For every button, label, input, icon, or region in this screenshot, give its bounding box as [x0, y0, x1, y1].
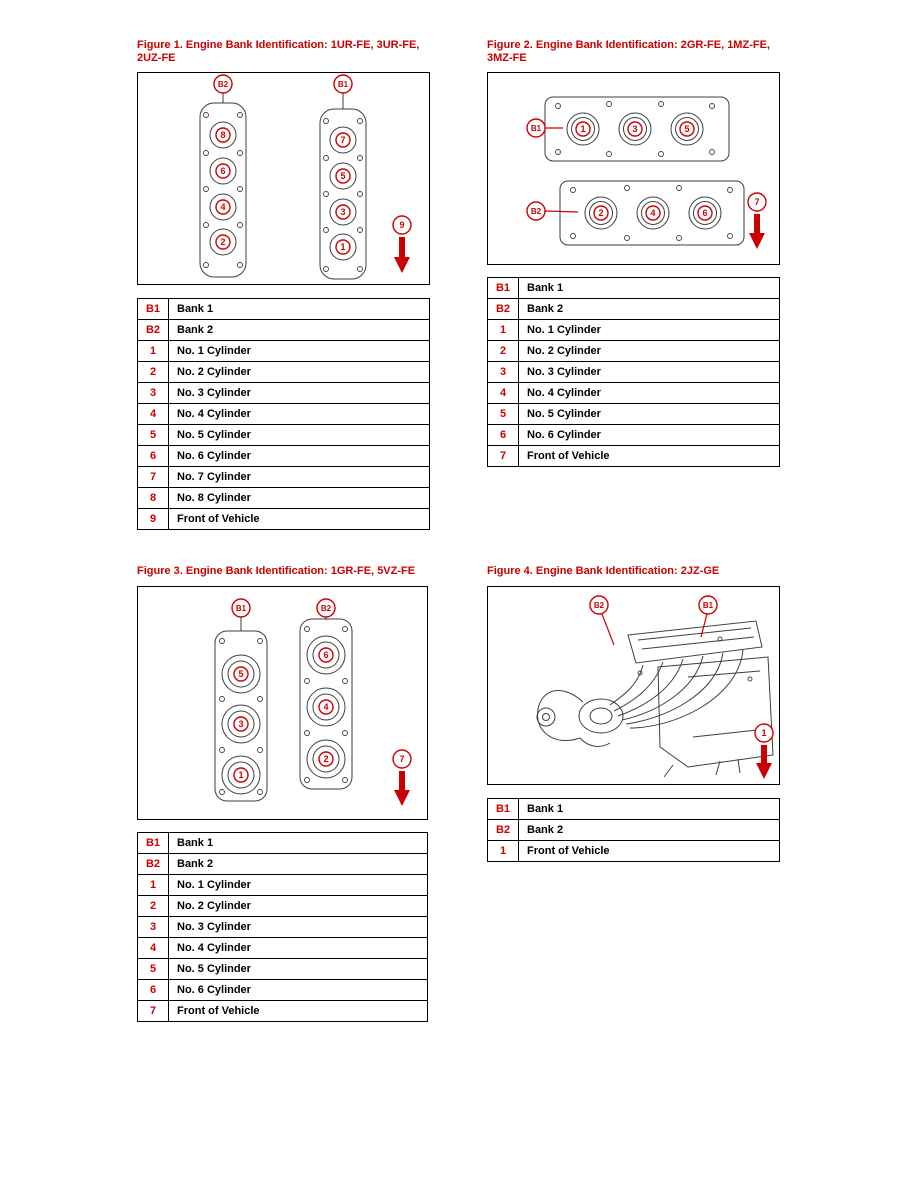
legend-row [487, 319, 780, 341]
legend-row [137, 508, 430, 530]
cylinder-4-marker [646, 206, 660, 220]
cylinder-2-marker [594, 206, 608, 220]
legend-key: 9 [138, 509, 169, 529]
legend-value: No. 2 Cylinder [527, 345, 601, 357]
legend-key: B1 [488, 278, 519, 298]
svg-text:5: 5 [684, 124, 690, 135]
legend-row [137, 874, 428, 896]
legend-row [137, 319, 430, 341]
front-of-vehicle-arrow [393, 216, 411, 273]
svg-text:1: 1 [761, 728, 767, 739]
legend-value: Bank 2 [177, 324, 214, 336]
legend-value: No. 2 Cylinder [177, 366, 251, 378]
svg-text:B1: B1 [235, 604, 247, 613]
legend-key: 1 [138, 341, 169, 361]
bank-label-b2 [527, 202, 578, 220]
svg-text:4: 4 [220, 202, 226, 213]
legend-value: Bank 2 [177, 858, 214, 870]
legend-row [487, 840, 780, 862]
legend-key: 2 [488, 341, 519, 361]
bank-label-b1 [232, 599, 250, 631]
legend-value: No. 3 Cylinder [177, 387, 251, 399]
legend-row [487, 298, 780, 320]
legend-row [487, 403, 780, 425]
bank-label-b2 [214, 75, 232, 103]
legend-row [487, 445, 780, 467]
legend-key: 1 [138, 875, 169, 895]
legend-key: 7 [138, 467, 169, 487]
svg-text:3: 3 [632, 124, 638, 135]
legend-value: No. 2 Cylinder [177, 900, 251, 912]
legend-key: 6 [138, 446, 169, 466]
cylinder-1-marker [234, 768, 248, 782]
svg-text:4: 4 [323, 702, 329, 713]
legend-value: No. 6 Cylinder [527, 429, 601, 441]
legend-row [137, 916, 428, 938]
figure-1-caption: Figure 1. Engine Bank Identification: 1UR-FE, 3UR-FE, 2UZ-FE [137, 39, 420, 64]
cylinder-4-marker [319, 700, 333, 714]
legend-key: 4 [488, 383, 519, 403]
legend-value: Front of Vehicle [177, 1005, 260, 1017]
cylinder-5-marker [680, 122, 694, 136]
figure-1-diagram [137, 72, 430, 285]
legend-value: No. 4 Cylinder [177, 942, 251, 954]
legend-value: No. 6 Cylinder [177, 984, 251, 996]
bank-label-b1 [699, 596, 717, 637]
legend-key: 2 [138, 362, 169, 382]
svg-text:B2: B2 [217, 80, 229, 89]
cylinder-6-marker [319, 648, 333, 662]
legend-key: 6 [488, 425, 519, 445]
svg-text:1: 1 [580, 124, 586, 135]
legend-key: B2 [488, 299, 519, 319]
figure-4-legend-table [487, 798, 780, 862]
svg-text:7: 7 [399, 754, 405, 765]
legend-row [137, 382, 430, 404]
figure-2-diagram [487, 72, 780, 265]
legend-row [137, 832, 428, 854]
legend-value: No. 1 Cylinder [177, 345, 251, 357]
legend-key: B1 [488, 799, 519, 819]
figure-1-legend-table [137, 298, 430, 530]
legend-value: Front of Vehicle [527, 450, 610, 462]
legend-key: 3 [138, 383, 169, 403]
legend-row [137, 979, 428, 1001]
legend-row [137, 403, 430, 425]
figure-2-legend-table [487, 277, 780, 467]
legend-key: 1 [488, 320, 519, 340]
cylinder-2-marker [319, 752, 333, 766]
legend-key: 3 [488, 362, 519, 382]
svg-text:B2: B2 [530, 207, 542, 216]
legend-row [137, 958, 428, 980]
svg-text:8: 8 [220, 130, 226, 141]
legend-value: Bank 1 [177, 837, 214, 849]
svg-text:1: 1 [340, 242, 346, 253]
bank-label-b2 [590, 596, 614, 645]
svg-text:B2: B2 [320, 604, 332, 613]
legend-row [137, 424, 430, 446]
figure-3-diagram [137, 586, 428, 820]
cylinder-1-marker [576, 122, 590, 136]
legend-value: No. 4 Cylinder [177, 408, 251, 420]
legend-row [137, 361, 430, 383]
v6-head-gasket-diagram [488, 73, 779, 264]
svg-text:7: 7 [754, 197, 760, 208]
svg-text:6: 6 [323, 650, 329, 661]
legend-value: No. 3 Cylinder [527, 366, 601, 378]
inline6-engine-illustration [488, 587, 779, 784]
legend-row [137, 1000, 428, 1022]
legend-value: Bank 1 [527, 803, 564, 815]
cylinder-3-marker [234, 717, 248, 731]
legend-value: No. 5 Cylinder [527, 408, 601, 420]
svg-text:1: 1 [238, 770, 244, 781]
front-of-vehicle-arrow [755, 724, 773, 779]
cylinder-8-marker [216, 128, 230, 142]
legend-key: 7 [488, 446, 519, 466]
figure-3-legend-table [137, 832, 428, 1022]
svg-text:4: 4 [650, 208, 656, 219]
legend-row [137, 937, 428, 959]
legend-row [487, 819, 780, 841]
legend-key: B2 [138, 320, 169, 340]
figure-4-diagram [487, 586, 780, 785]
engine-illustration [537, 621, 773, 777]
legend-row [137, 466, 430, 488]
legend-value: No. 3 Cylinder [177, 921, 251, 933]
legend-row [487, 361, 780, 383]
legend-key: B2 [488, 820, 519, 840]
legend-key: 4 [138, 938, 169, 958]
legend-row [137, 487, 430, 509]
cylinder-3-marker [336, 205, 350, 219]
legend-value: No. 6 Cylinder [177, 450, 251, 462]
legend-value: No. 4 Cylinder [527, 387, 601, 399]
bank-label-b2 [317, 599, 335, 620]
legend-row [137, 895, 428, 917]
svg-text:9: 9 [399, 220, 405, 231]
figure-4-caption: Figure 4. Engine Bank Identification: 2JZ-GE [487, 565, 720, 577]
legend-key: B1 [138, 833, 169, 853]
cylinder-2-marker [216, 235, 230, 249]
legend-key: 8 [138, 488, 169, 508]
legend-value: Bank 1 [177, 303, 214, 315]
legend-key: 1 [488, 841, 519, 861]
legend-row [487, 340, 780, 362]
svg-text:7: 7 [340, 135, 346, 146]
legend-row [137, 340, 430, 362]
legend-value: No. 8 Cylinder [177, 492, 251, 504]
legend-key: 5 [488, 404, 519, 424]
legend-key: 3 [138, 917, 169, 937]
front-of-vehicle-arrow [393, 750, 411, 806]
legend-key: 2 [138, 896, 169, 916]
cylinder-7-marker [336, 133, 350, 147]
legend-row [487, 382, 780, 404]
figure-2-caption: Figure 2. Engine Bank Identification: 2GR-FE, 1MZ-FE, 3MZ-FE [487, 39, 770, 64]
legend-row [137, 853, 428, 875]
svg-text:B1: B1 [702, 601, 714, 610]
svg-text:6: 6 [220, 166, 226, 177]
legend-value: Bank 1 [527, 282, 564, 294]
svg-text:B2: B2 [593, 601, 605, 610]
svg-text:5: 5 [340, 171, 346, 182]
legend-key: 6 [138, 980, 169, 1000]
legend-key: 5 [138, 959, 169, 979]
legend-row [137, 445, 430, 467]
svg-text:2: 2 [323, 754, 329, 765]
svg-text:5: 5 [238, 669, 244, 680]
legend-key: B1 [138, 299, 169, 319]
legend-key: 7 [138, 1001, 169, 1021]
v6-vertical-gasket-diagram [138, 587, 427, 819]
legend-value: Front of Vehicle [177, 513, 260, 525]
cylinder-1-marker [336, 240, 350, 254]
front-of-vehicle-arrow [748, 193, 766, 249]
figure-3-caption: Figure 3. Engine Bank Identification: 1GR-FE, 5VZ-FE [137, 565, 416, 577]
legend-value: Bank 2 [527, 303, 564, 315]
legend-value: No. 5 Cylinder [177, 429, 251, 441]
legend-value: Front of Vehicle [527, 845, 610, 857]
bank-label-b1 [334, 75, 352, 109]
cylinder-3-marker [628, 122, 642, 136]
svg-text:2: 2 [220, 237, 226, 248]
cylinder-6-marker [216, 164, 230, 178]
legend-row [487, 798, 780, 820]
cylinder-5-marker [234, 667, 248, 681]
legend-row [487, 424, 780, 446]
cylinder-6-marker [698, 206, 712, 220]
legend-row [137, 298, 430, 320]
svg-text:B1: B1 [530, 124, 542, 133]
legend-key: B2 [138, 854, 169, 874]
svg-text:3: 3 [238, 719, 244, 730]
svg-text:3: 3 [340, 207, 346, 218]
legend-key: 4 [138, 404, 169, 424]
svg-text:2: 2 [598, 208, 604, 219]
legend-key: 5 [138, 425, 169, 445]
legend-value: No. 1 Cylinder [177, 879, 251, 891]
cylinder-4-marker [216, 200, 230, 214]
svg-text:6: 6 [702, 208, 708, 219]
v8-head-gasket-diagram [138, 73, 429, 284]
legend-value: No. 5 Cylinder [177, 963, 251, 975]
legend-value: No. 1 Cylinder [527, 324, 601, 336]
legend-row [487, 277, 780, 299]
svg-text:B1: B1 [337, 80, 349, 89]
legend-value: Bank 2 [527, 824, 564, 836]
legend-value: No. 7 Cylinder [177, 471, 251, 483]
cylinder-5-marker [336, 169, 350, 183]
